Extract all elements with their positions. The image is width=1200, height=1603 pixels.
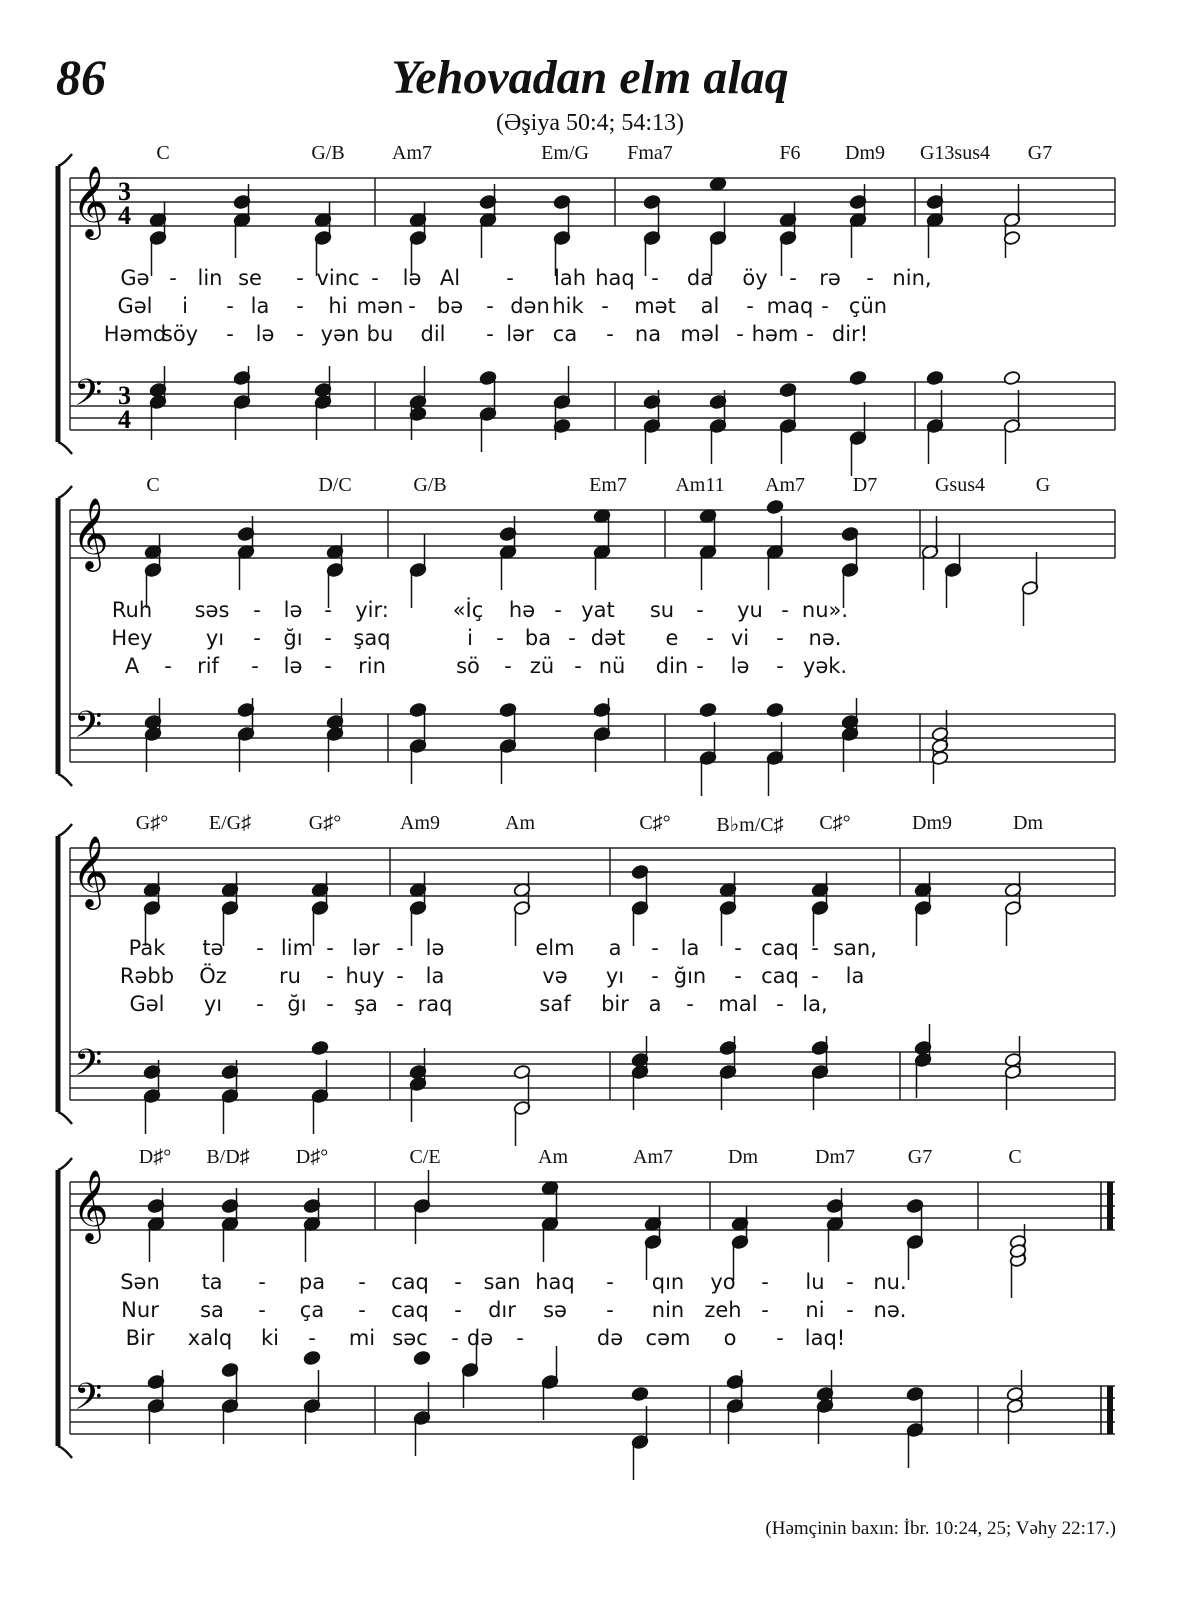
- lyric-syllable: laq!: [804, 1326, 846, 1350]
- lyric-syllable: -: [651, 964, 659, 988]
- lyric-syllable: şa: [354, 992, 378, 1016]
- lyric-syllable: nin,: [892, 266, 932, 290]
- lyric-syllable: -: [651, 266, 659, 290]
- lyric-syllable: lə: [730, 654, 750, 678]
- lyric-syllable: çün: [848, 294, 888, 318]
- lyric-syllable: la,: [802, 992, 828, 1016]
- lyric-verse-2: [50, 626, 1115, 656]
- music-system-4: [50, 1146, 1180, 1476]
- lyric-syllable: -: [226, 322, 234, 346]
- lyric-syllable: dən: [510, 294, 550, 318]
- lyric-syllable: cəm: [645, 1326, 691, 1350]
- lyric-syllable: -: [821, 294, 829, 318]
- bass-note-head: [699, 702, 717, 717]
- lyric-syllable: ni: [805, 1298, 825, 1322]
- lyric-syllable: lə: [402, 266, 422, 290]
- lyric-syllable: lər: [352, 936, 380, 960]
- chord-symbol: Fma7: [627, 142, 673, 164]
- lyric-syllable: -: [408, 294, 416, 318]
- lyric-syllable: -: [734, 936, 742, 960]
- lyric-syllable: -: [256, 992, 264, 1016]
- treble-clef-icon: 𝄞: [72, 496, 109, 569]
- music-system-1: [50, 142, 1180, 472]
- lyric-syllable: la: [845, 964, 865, 988]
- lyric-syllable: -: [358, 1270, 366, 1294]
- lyric-syllable: i: [467, 626, 473, 650]
- lyric-syllable: nin: [651, 1298, 685, 1322]
- chord-symbol: B♭m/C♯: [716, 814, 784, 836]
- lyric-syllable: -: [454, 1270, 462, 1294]
- lyric-syllable: -: [746, 294, 754, 318]
- chord-symbol: Em/G: [541, 142, 589, 164]
- bass-clef-icon: 𝄢: [74, 1376, 103, 1427]
- lyric-syllable: yək.: [802, 654, 848, 678]
- lyric-syllable: qın: [651, 1270, 685, 1294]
- chord-symbol: G/B: [413, 474, 447, 496]
- lyric-verse-3: [50, 992, 1115, 1022]
- chord-symbol: Dm: [728, 1146, 758, 1168]
- lyric-syllable: -: [326, 936, 334, 960]
- lyric-syllable: ba: [524, 626, 552, 650]
- lyric-syllable: hi: [328, 294, 348, 318]
- lyric-syllable: -: [324, 654, 332, 678]
- lyric-verse-1: [50, 598, 1115, 628]
- lyric-syllable: vi: [730, 626, 750, 650]
- lyric-syllable: öy: [742, 266, 768, 290]
- lyric-syllable: -: [486, 294, 494, 318]
- chord-symbol: C: [156, 142, 170, 164]
- lyric-syllable: a: [648, 992, 662, 1016]
- lyric-syllable: -: [506, 266, 514, 290]
- lyric-syllable: -: [258, 1270, 266, 1294]
- lyric-syllable: -: [296, 294, 304, 318]
- lyric-syllable: yu: [737, 598, 763, 622]
- lyric-syllable: -: [371, 266, 379, 290]
- lyric-syllable: -: [776, 654, 784, 678]
- lyric-syllable: -: [606, 322, 614, 346]
- lyric-syllable: -: [651, 936, 659, 960]
- lyric-syllable: -: [396, 992, 404, 1016]
- bracket-bottom-hook: [58, 774, 72, 786]
- lyric-syllable: -: [706, 626, 714, 650]
- lyric-syllable: həm: [751, 322, 799, 346]
- lyric-syllable: caq: [391, 1298, 429, 1322]
- lyric-syllable: saf: [539, 992, 571, 1016]
- lyric-syllable: mət: [634, 294, 676, 318]
- music-system-3: [50, 812, 1180, 1142]
- lyric-syllable: lər: [506, 322, 534, 346]
- chord-symbol: C: [146, 474, 160, 496]
- lyric-syllable: -: [554, 598, 562, 622]
- lyric-syllable: -: [696, 654, 704, 678]
- chord-symbol: Dm9: [845, 142, 885, 164]
- lyric-syllable: caq: [391, 1270, 429, 1294]
- bracket-top-hook: [58, 486, 72, 498]
- lyric-syllable: «İç: [452, 598, 484, 622]
- lyric-syllable: -: [761, 1270, 769, 1294]
- lyric-syllable: da: [686, 266, 714, 290]
- lyric-verse-2: [50, 964, 1115, 994]
- lyric-syllable: rə: [819, 266, 841, 290]
- chord-symbol: C♯°: [819, 812, 851, 834]
- chord-symbol: E/G♯: [208, 812, 252, 834]
- treble-clef-icon: 𝄞: [72, 834, 109, 907]
- chord-symbol: Am7: [633, 1146, 673, 1168]
- lyric-syllable: sö: [456, 654, 480, 678]
- lyric-syllable: bir: [601, 992, 629, 1016]
- lyric-verse-3: [50, 654, 1115, 684]
- bass-clef-icon: 𝄢: [74, 704, 103, 755]
- treble-clef-icon: 𝄞: [72, 1168, 109, 1241]
- lyric-syllable: -: [396, 936, 404, 960]
- lyric-syllable: A: [124, 654, 140, 678]
- lyric-syllable: -: [736, 322, 744, 346]
- chord-symbol: Dm9: [912, 812, 952, 834]
- lyric-syllable: haq: [535, 1270, 575, 1294]
- lyric-syllable: yo: [710, 1270, 736, 1294]
- lyric-syllable: söy: [161, 322, 199, 346]
- lyric-syllable: maq: [766, 294, 814, 318]
- lyric-syllable: də: [596, 1326, 624, 1350]
- lyric-syllable: se: [238, 266, 262, 290]
- hymn-title: Yehovadan elm alaq: [391, 51, 789, 104]
- lyric-syllable: lə: [255, 322, 275, 346]
- lyric-syllable: e: [665, 626, 679, 650]
- lyric-syllable: ğın: [673, 964, 707, 988]
- lyric-syllable: -: [496, 626, 504, 650]
- lyric-verse-1: [50, 936, 1115, 966]
- chord-symbol: Am: [538, 1146, 568, 1168]
- lyric-syllable: Pak: [128, 936, 166, 960]
- treble-time-signature-bottom: 4: [118, 201, 131, 230]
- hymn-number: 86: [56, 49, 106, 105]
- chord-symbol: Am7: [765, 474, 805, 496]
- lyric-syllable: -: [734, 964, 742, 988]
- lyric-syllable: -: [324, 598, 332, 622]
- lyric-syllable: lə: [283, 598, 303, 622]
- bass-note-head: [631, 1386, 649, 1401]
- lyric-syllable: nə.: [873, 1298, 907, 1322]
- lyric-syllable: səc: [392, 1326, 428, 1350]
- lyric-syllable: raq: [417, 992, 453, 1016]
- treble-time-signature-top: 3: [118, 177, 131, 206]
- lyric-syllable: -: [326, 992, 334, 1016]
- treble-note-head: [766, 499, 784, 514]
- lyric-syllable: mal: [718, 992, 758, 1016]
- bass-clef-icon: 𝄢: [74, 372, 103, 423]
- lyric-syllable: lin: [197, 266, 223, 290]
- lyric-syllable: -: [606, 1298, 614, 1322]
- lyric-syllable: Al: [439, 266, 461, 290]
- lyric-syllable: -: [164, 654, 172, 678]
- lyric-syllable: -: [761, 1298, 769, 1322]
- chord-symbol: D♯°: [138, 1146, 172, 1168]
- lyric-syllable: -: [811, 936, 819, 960]
- lyric-syllable: dır: [488, 1298, 516, 1322]
- lyric-syllable: la: [250, 294, 270, 318]
- bass-note-head: [849, 370, 867, 385]
- lyric-verse-3: [50, 1326, 1115, 1356]
- lyric-syllable: -: [324, 626, 332, 650]
- lyric-syllable: -: [866, 266, 874, 290]
- music-system-2: [50, 474, 1180, 804]
- chord-symbol: G/B: [311, 142, 345, 164]
- lyric-syllable: su: [649, 598, 675, 622]
- chord-symbol: Am: [505, 812, 535, 834]
- lyric-syllable: -: [789, 266, 797, 290]
- lyric-syllable: -: [696, 598, 704, 622]
- bass-time-signature-top: 3: [118, 381, 131, 410]
- chord-symbol: D♯°: [295, 1146, 329, 1168]
- lyric-syllable: -: [776, 626, 784, 650]
- lyric-syllable: Bir: [125, 1326, 155, 1350]
- lyric-verse-2: [50, 1298, 1115, 1328]
- lyric-syllable: din: [655, 654, 689, 678]
- bass-note-head: [311, 1040, 329, 1055]
- chord-symbol: G♯°: [135, 812, 169, 834]
- chord-symbol: Gsus4: [934, 474, 986, 496]
- lyric-syllable: caq: [761, 964, 799, 988]
- chord-symbol: Am7: [392, 142, 432, 164]
- lyric-syllable: -: [454, 1298, 462, 1322]
- lyric-syllable: rin: [358, 654, 386, 678]
- lyric-syllable: yı: [203, 992, 223, 1016]
- lyric-syllable: rif: [197, 654, 219, 678]
- lyric-syllable: -: [846, 1298, 854, 1322]
- footer-reference: (Həmçinin baxın: İbr. 10:24, 25; Vəhy 22:17.): [765, 1518, 1116, 1539]
- lyric-syllable: lah: [553, 266, 587, 290]
- lyric-syllable: ru: [279, 964, 301, 988]
- bracket-top-hook: [58, 824, 72, 836]
- lyric-syllable: haq: [595, 266, 635, 290]
- lyric-syllable: Öz: [199, 964, 227, 988]
- lyric-syllable: -: [846, 1270, 854, 1294]
- lyric-syllable: bə: [436, 294, 464, 318]
- chord-symbol: Am9: [400, 812, 440, 834]
- lyric-syllable: la: [425, 964, 445, 988]
- lyric-syllable: məl: [680, 322, 720, 346]
- lyric-syllable: ça: [299, 1298, 325, 1322]
- lyric-syllable: bu: [366, 322, 394, 346]
- lyric-syllable: xalq: [187, 1326, 233, 1350]
- lyric-syllable: -: [296, 322, 304, 346]
- lyric-syllable: sa: [200, 1298, 224, 1322]
- chord-symbol: Dm7: [815, 1146, 855, 1168]
- chord-symbol: G7: [1027, 142, 1053, 164]
- lyric-syllable: ğı: [287, 992, 307, 1016]
- bass-clef-icon: 𝄢: [74, 1042, 103, 1093]
- lyric-syllable: ki: [261, 1326, 279, 1350]
- lyric-syllable: nə.: [808, 626, 842, 650]
- lyric-syllable: san: [483, 1270, 521, 1294]
- lyric-syllable: vinc: [316, 266, 360, 290]
- lyric-syllable: Sən: [120, 1270, 160, 1294]
- lyric-syllable: nu.: [873, 1270, 907, 1294]
- lyric-syllable: dil: [420, 322, 446, 346]
- lyric-syllable: yı: [605, 964, 625, 988]
- lyric-syllable: ğı: [283, 626, 303, 650]
- lyric-syllable: Rəbb: [119, 964, 175, 988]
- lyric-syllable: lə: [425, 936, 445, 960]
- lyric-syllable: və: [542, 964, 568, 988]
- bracket-top-hook: [58, 1158, 72, 1170]
- lyric-syllable: yir:: [355, 598, 389, 622]
- lyric-syllable: -: [226, 294, 234, 318]
- chord-symbol: Am11: [675, 474, 725, 496]
- lyric-syllable: Həmd: [103, 322, 167, 346]
- lyric-syllable: -: [806, 322, 814, 346]
- lyric-verse-3: [50, 322, 1115, 352]
- lyric-syllable: -: [169, 266, 177, 290]
- lyric-syllable: -: [258, 1298, 266, 1322]
- chord-symbol: B/D♯: [206, 1146, 250, 1168]
- lyric-syllable: Hey: [111, 626, 153, 650]
- lyric-syllable: səs: [194, 598, 230, 622]
- lyric-syllable: elm: [535, 936, 575, 960]
- lyric-syllable: Ruh: [111, 598, 153, 622]
- lyric-syllable: sə: [543, 1298, 567, 1322]
- lyric-syllable: mən: [356, 294, 404, 318]
- lyric-syllable: -: [601, 294, 609, 318]
- bracket-bottom-hook: [58, 1112, 72, 1124]
- lyric-syllable: tə: [202, 936, 224, 960]
- lyric-syllable: -: [686, 992, 694, 1016]
- lyric-syllable: pa: [298, 1270, 326, 1294]
- treble-clef-icon: 𝄞: [72, 164, 109, 237]
- lyric-syllable: dət: [590, 626, 626, 650]
- lyric-syllable: -: [574, 654, 582, 678]
- lyric-syllable: la: [680, 936, 700, 960]
- chord-symbol: C: [1008, 1146, 1022, 1168]
- lyric-verse-1: [50, 1270, 1115, 1300]
- lyric-syllable: -: [251, 654, 259, 678]
- lyric-syllable: -: [396, 964, 404, 988]
- lyric-syllable: dir!: [831, 322, 869, 346]
- chord-symbol: Dm: [1013, 812, 1043, 834]
- lyric-syllable: -: [504, 654, 512, 678]
- lyric-syllable: yat: [581, 598, 615, 622]
- lyric-syllable: -: [451, 1326, 459, 1350]
- bracket-top-hook: [58, 154, 72, 166]
- lyric-syllable: a: [608, 936, 622, 960]
- lyric-syllable: o: [723, 1326, 737, 1350]
- lyric-syllable: -: [811, 964, 819, 988]
- lyric-syllable: -: [606, 1270, 614, 1294]
- lyric-syllable: də: [466, 1326, 494, 1350]
- final-barline: [1107, 1182, 1113, 1230]
- lyric-syllable: -: [776, 992, 784, 1016]
- lyric-syllable: Nur: [121, 1298, 159, 1322]
- chord-symbol: F6: [779, 142, 801, 164]
- lyric-syllable: mi: [348, 1326, 376, 1350]
- lyric-syllable: hik: [552, 294, 584, 318]
- lyric-syllable: Gə: [120, 266, 150, 290]
- chord-symbol: G: [1035, 474, 1051, 496]
- lyric-syllable: zü: [529, 654, 555, 678]
- lyric-syllable: zeh: [704, 1298, 742, 1322]
- lyric-syllable: Gəl: [117, 294, 153, 318]
- lyric-syllable: caq: [761, 936, 799, 960]
- bass-note-head: [926, 370, 944, 385]
- chord-symbol: C♯°: [639, 812, 671, 834]
- lyric-syllable: na: [634, 322, 662, 346]
- lyric-syllable: -: [568, 626, 576, 650]
- lyric-syllable: lim: [280, 936, 314, 960]
- bracket-bottom-hook: [58, 1446, 72, 1458]
- lyric-syllable: i: [182, 294, 188, 318]
- lyric-syllable: -: [256, 936, 264, 960]
- lyric-syllable: nu».: [801, 598, 849, 622]
- chord-symbol: G♯°: [308, 812, 342, 834]
- lyric-syllable: -: [253, 626, 261, 650]
- lyric-syllable: ta: [201, 1270, 223, 1294]
- bracket-bottom-hook: [58, 442, 72, 454]
- lyric-syllable: -: [253, 598, 261, 622]
- lyric-syllable: -: [486, 322, 494, 346]
- lyric-syllable: san,: [833, 936, 877, 960]
- lyric-syllable: huy: [345, 964, 385, 988]
- lyric-syllable: -: [776, 1326, 784, 1350]
- bass-note-head: [1003, 370, 1021, 385]
- bass-time-signature-bottom: 4: [118, 405, 131, 434]
- chord-symbol: Em7: [589, 474, 627, 496]
- lyric-syllable: yən: [320, 322, 360, 346]
- chord-symbol: G7: [907, 1146, 933, 1168]
- bass-note-head: [766, 702, 784, 717]
- lyric-syllable: şaq: [353, 626, 391, 650]
- chord-symbol: G13sus4: [919, 142, 991, 164]
- lyric-verse-1: [50, 266, 1115, 296]
- lyric-syllable: Gəl: [129, 992, 165, 1016]
- lyric-verse-2: [50, 294, 1115, 324]
- lyric-syllable: -: [781, 598, 789, 622]
- scripture-reference: (Əşiya 50:4; 54:13): [496, 110, 684, 136]
- lyric-syllable: lə: [283, 654, 303, 678]
- final-barline: [1107, 1386, 1113, 1434]
- chord-symbol: D/C: [318, 474, 352, 496]
- lyric-syllable: nü: [598, 654, 626, 678]
- chord-symbol: C/E: [409, 1146, 441, 1168]
- lyric-syllable: lu: [805, 1270, 825, 1294]
- lyric-syllable: ca: [552, 322, 578, 346]
- lyric-syllable: hə: [508, 598, 536, 622]
- lyric-syllable: -: [308, 1326, 316, 1350]
- chord-symbol: D7: [852, 474, 878, 496]
- lyric-syllable: -: [358, 1298, 366, 1322]
- lyric-syllable: yı: [205, 626, 225, 650]
- lyric-syllable: al: [700, 294, 720, 318]
- lyric-syllable: -: [516, 1326, 524, 1350]
- lyric-syllable: -: [296, 266, 304, 290]
- lyric-syllable: -: [326, 964, 334, 988]
